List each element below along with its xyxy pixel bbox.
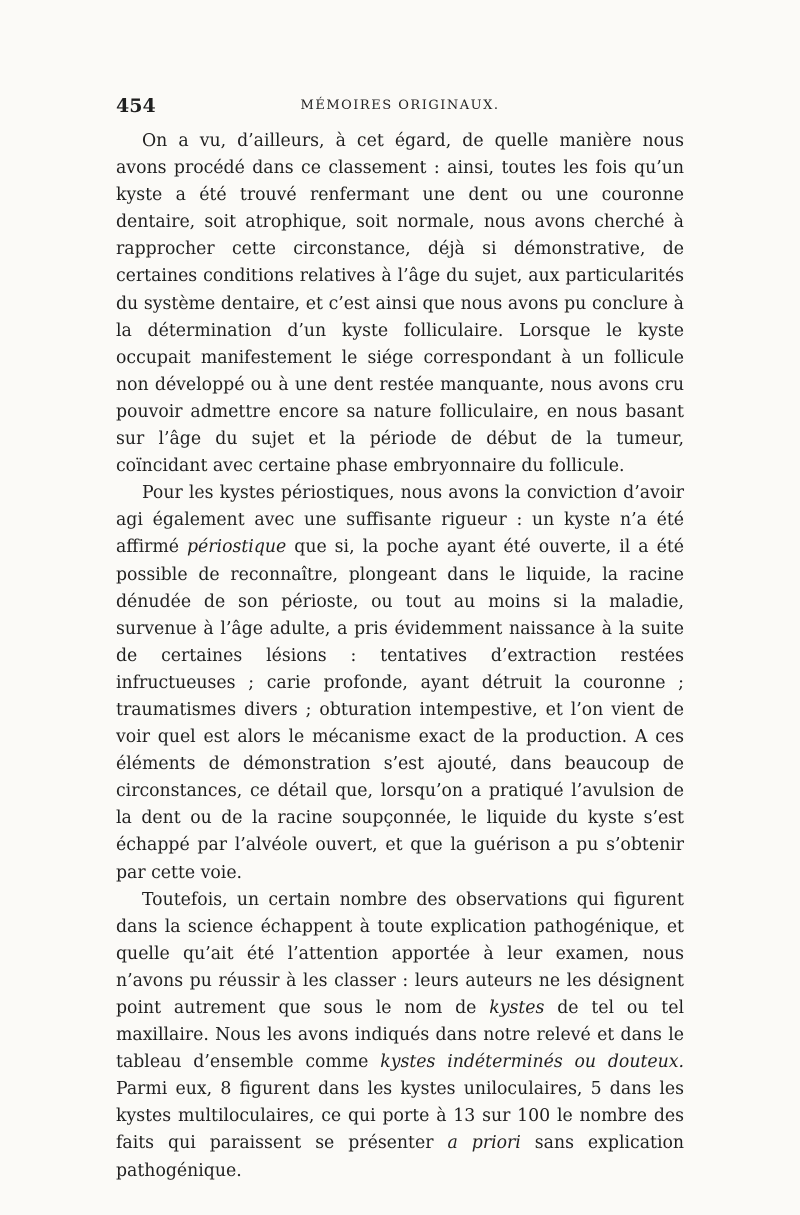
page-number: 454: [116, 95, 156, 117]
paragraph-3-text-b: de tel ou tel maxillaire. Nous les avons indiqués dans notre relevé et dans le tableau d’ensemble comme: [116, 998, 684, 1073]
paragraph-1: [116, 128, 684, 480]
italic-term-indetermines: kystes indéterminés ou douteux.: [380, 1052, 684, 1073]
paragraph-3: [116, 887, 684, 1185]
body-text: [116, 128, 684, 1185]
italic-term-a-priori: a priori: [447, 1133, 521, 1154]
running-title: MÉMOIRES ORIGINAUX.: [300, 98, 500, 113]
paragraph-2-text-a: Pour les kystes périostiques, nous avons la conviction d’avoir agi également avec une suffisante rigueur : un kyste n’a été affirmé: [116, 483, 684, 558]
paragraph-2-text-b: que si, la poche ayant été ouverte, il a été possible de reconnaître, plongeant dans le liquide, la racine dénudée de son périoste, ou tout au moins si la maladie, survenue à l’âge adulte, a pris évidemment naissance à la suite de certaines lésions : tentatives d’extraction restées infructueuses ; carie profonde, ayant détruit la couronne ; traumatismes divers ; obturation intempestive, et l’on vient de voir quel est alors le mécanisme exact de la production. A ces éléments de démonstration s’est ajouté, dans beaucoup de circonstances, ce détail que, lorsqu’on a pratiqué l’avulsion de la dent ou de la racine soupçonnée, le liquide du kyste s’est échappé par l’alvéole ouvert, et que la guérison a pu s’obtenir par cette voie.: [116, 537, 684, 883]
italic-term-periostique: périostique: [187, 537, 287, 558]
paragraph-2: [116, 480, 684, 886]
paragraph-3-text-a: Toutefois, un certain nombre des observations qui figurent dans la science échappent à toute explication pathogénique, et quelle qu’ait été l’attention apportée à leur examen, nous n’avons pu réussir à les classer : leurs auteurs ne les désignent point autrement que sous le nom de: [116, 889, 684, 1018]
paragraph-3-text-d: sans explication pathogénique.: [116, 1133, 685, 1181]
paragraph-3-text-c: Parmi eux, 8 figurent dans les kystes uniloculaires, 5 dans les kystes multiloculaires, ce qui porte à 13 sur 100 le nombre des faits qui paraissent se présenter: [116, 1079, 684, 1154]
paragraph-1-text: On a vu, d’ailleurs, à cet égard, de quelle manière nous avons procédé dans ce classement : ainsi, toutes les fois qu’un kyste a été trouvé renfermant une dent ou une couronne dentaire, soit atrophique, soit normale, nous avons cherché à rapprocher cette circonstance, déjà si démonstrative, de certaines conditions relatives à l’âge du sujet, aux particularités du système dentaire, et c’est ainsi que nous avons pu conclure à la détermination d’un kyste folliculaire. Lorsque le kyste occupait manifestement le siége correspondant à un follicule non développé ou à une dent restée manquante, nous avons cru pouvoir admettre encore sa nature folliculaire, en nous basant sur l’âge du sujet et la période de début de la tumeur, coïncidant avec certaine phase embryonnaire du follicule.: [116, 131, 684, 477]
italic-term-kystes: kystes: [489, 998, 545, 1018]
page-header: [116, 95, 684, 123]
